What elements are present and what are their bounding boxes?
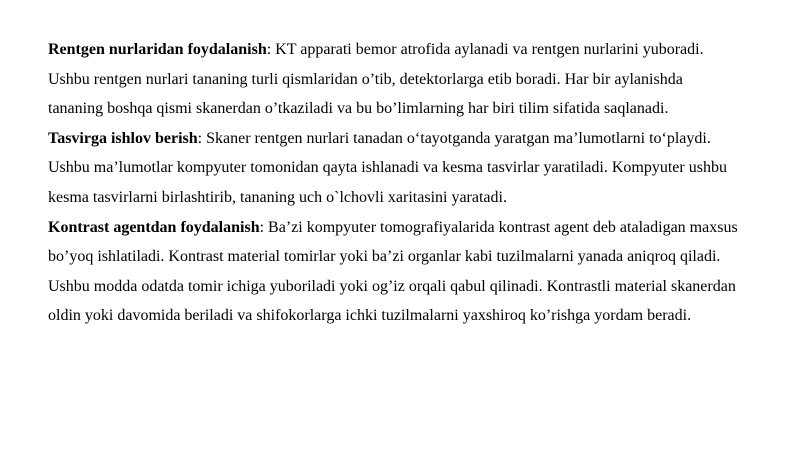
section-kontrast-text: Ba’zi kompyuter tomografiyalarida kontrast agent deb ataladigan maxsus bo’yoq ishlatiladi. Kontrast material tomirlar yoki ba’zi organlar kabi tuzilmalarni yanada aniqroq qiladi. Ushbu modda odatda tomir ichiga yuboriladi yoki og’iz orqali qabul qilinadi. Kontrastli material skanerdan oldin yoki davomida beriladi va shifokorlarga ichki tuzilmalarni yaxshiroq ko’rishga yordam beradi.	[48, 218, 738, 325]
section-rentgen-text: KT apparati bemor atrofida aylanadi va rentgen nurlarini yuboradi. Ushbu rentgen nurlari tananing turli qismlaridan o’tib, detektorlarga etib boradi. Har bir aylanishda tananing boshqa qismi skanerdan o’tkaziladi va bu bo’limlarning har biri tilim sifatida saqlanadi.	[48, 41, 704, 118]
section-rentgen	[48, 35, 740, 124]
section-rentgen-separator: :	[266, 41, 276, 58]
section-kontrast-term: Kontrast agentdan foydalanish	[48, 218, 260, 236]
section-kontrast	[48, 213, 740, 331]
section-tasvir	[48, 124, 740, 213]
section-tasvir-separator: :	[197, 129, 207, 147]
section-tasvir-text: Skaner rentgen nurlari tanadan o‘tayotganda yaratgan ma’lumotlarni to‘playdi. Ushbu ma’lumotlar kompyuter tomonidan qayta ishlanadi va kesma tasvirlar yaratiladi. Kompyuter ushbu kesma tasvirlarni birlashtirib, tananing uch o`lchovli xaritasini yaratadi.	[48, 129, 727, 206]
section-tasvir-term: Tasvirga ishlov berish	[48, 129, 198, 147]
section-rentgen-term: Rentgen nurlaridan foydalanish	[48, 41, 267, 58]
section-kontrast-separator: :	[259, 218, 269, 236]
